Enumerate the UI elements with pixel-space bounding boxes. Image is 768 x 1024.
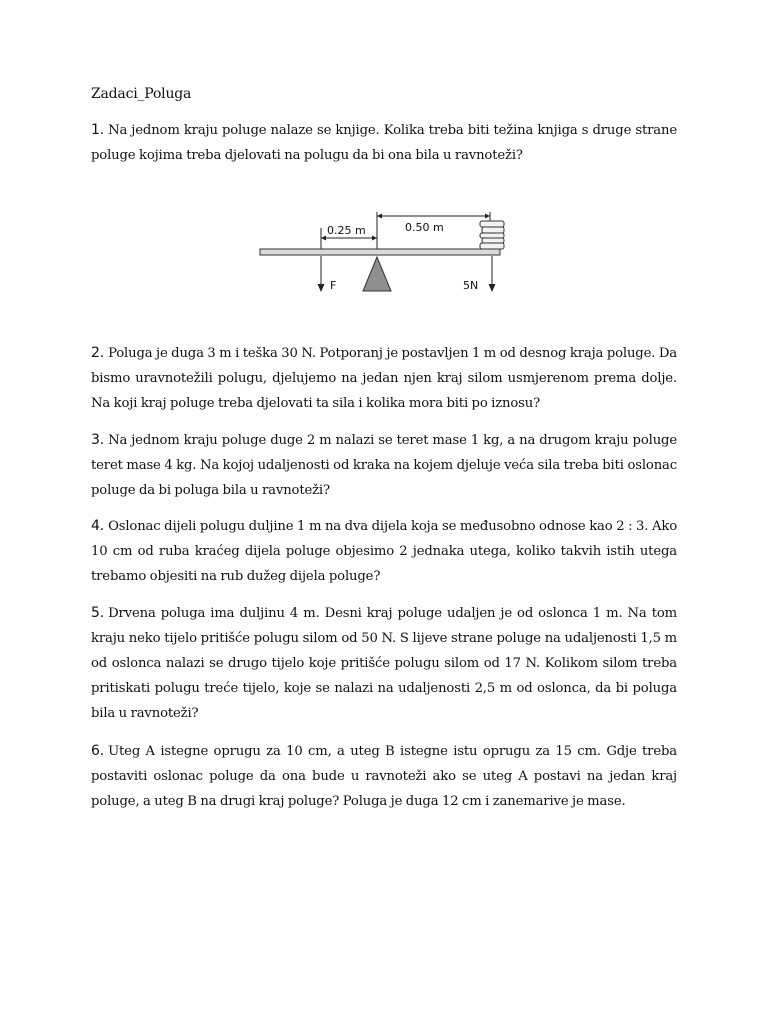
force-5n-label: 5N xyxy=(463,279,479,292)
task-4 xyxy=(91,514,677,589)
arrow-down-icon xyxy=(318,284,325,292)
task-2 xyxy=(91,341,677,416)
task-text: Uteg A istegne oprugu za 10 cm, a uteg B istegne istu oprugu za 15 cm. Gdje treba postaviti oslonac poluge da ona bude u ravnoteži ako se uteg A postavi na jedan kraj poluge, a uteg B na drugi kraj poluge? Poluga je duga 12 cm i zanemarive je mase. xyxy=(91,744,677,809)
dim-arrow xyxy=(321,236,326,241)
task-6 xyxy=(91,739,677,814)
task-number: 2. xyxy=(91,345,105,361)
task-number: 1. xyxy=(91,122,105,138)
task-text: Oslonac dijeli polugu duljine 1 m na dva dijela koja se međusobno odnose kao 2 : 3. Ako 10 cm od ruba kraćeg dijela poluge objesimo 2 jednaka utega, koliko takvih istih utega trebamo objesiti na rub dužeg dijela poluge? xyxy=(91,519,677,584)
dim-label-short: 0.25 m xyxy=(327,224,366,237)
task-text: Poluga je duga 3 m i teška 30 N. Potporanj je postavljen 1 m od desnog kraja poluge. Da bismo uravnotežili polugu, djelujemo na jedan njen kraj silom usmjerenom prema dolje. Na koji kraj poluge treba djelovati ta sila i kolika mora biti po iznosu? xyxy=(91,346,677,411)
dim-arrow xyxy=(485,214,490,219)
fulcrum-triangle xyxy=(363,257,391,291)
task-5 xyxy=(91,601,677,726)
lever-diagram xyxy=(255,200,515,305)
task-text: Drvena poluga ima duljinu 4 m. Desni kraj poluge udaljen je od oslonca 1 m. Na tom kraju neko tijelo pritišće polugu silom od 50 N. S lijeve strane poluge na udaljenosti 1,5 m od oslonca nalazi se drugo tijelo koje pritišće polugu silom od 17 N. Kolikom silom treba pritiskati polugu treće tijelo, koje se nalazi na udaljenosti 2,5 m od oslonca, da bi poluga bila u ravnoteži? xyxy=(91,606,677,721)
task-3 xyxy=(91,428,677,503)
task-text: Na jednom kraju poluge nalaze se knjige. Kolika treba biti težina knjiga s druge strane poluge kojima treba djelovati na polugu da bi ona bila u ravnoteži? xyxy=(91,123,677,163)
force-f-label: F xyxy=(330,279,337,292)
task-number: 6. xyxy=(91,743,105,759)
lever-figure xyxy=(255,200,515,305)
dim-arrow xyxy=(377,214,382,219)
dim-label-long: 0.50 m xyxy=(405,221,444,234)
task-text: Na jednom kraju poluge duge 2 m nalazi se teret mase 1 kg, a na drugom kraju poluge teret mase 4 kg. Na kojoj udaljenosti od kraka na kojem djeluje veća sila treba biti oslonac poluge da bi poluga bila u ravnoteži? xyxy=(91,433,677,498)
document-title: Zadaci_Poluga xyxy=(91,86,192,102)
task-number: 3. xyxy=(91,432,105,448)
task-number: 5. xyxy=(91,605,105,621)
dim-arrow xyxy=(372,236,377,241)
task-number: 4. xyxy=(91,518,105,534)
arrow-down-icon xyxy=(489,284,496,292)
task-1 xyxy=(91,118,677,168)
lever-bar xyxy=(260,249,500,255)
books-stack-icon xyxy=(480,221,504,249)
